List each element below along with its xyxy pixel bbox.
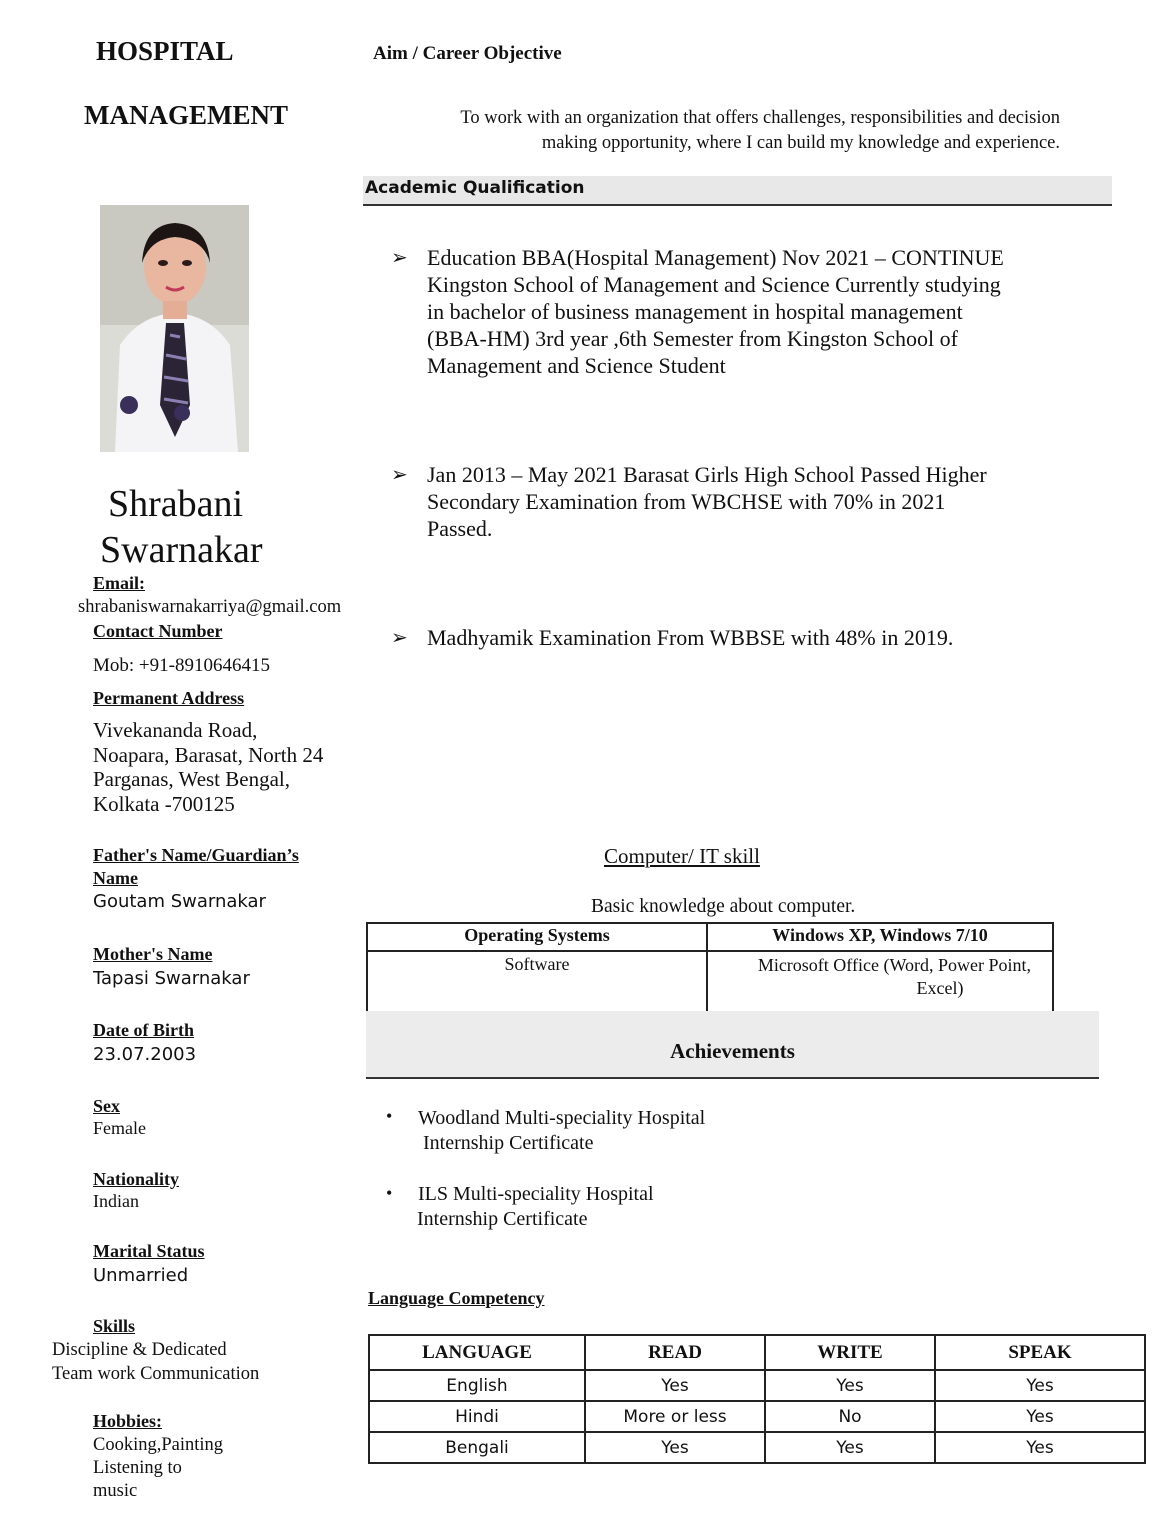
academic-item-line: in bachelor of business management in hospital management <box>427 299 963 324</box>
objective-line: To work with an organization that offers challenges, responsibilities and decision <box>460 108 1060 128</box>
skills-block <box>52 1338 259 1386</box>
email-label: Email: <box>93 573 145 593</box>
table-cell: Yes <box>935 1401 1145 1432</box>
dob-label: Date of Birth <box>93 1020 194 1040</box>
title-line-2: MANAGEMENT <box>84 100 288 130</box>
table-cell <box>707 951 1053 1016</box>
nationality-value: Indian <box>93 1191 139 1211</box>
it-skill-heading: Computer/ IT skill <box>604 844 760 868</box>
table-cell-line: Microsoft Office (Word, Power Point, <box>757 955 1031 975</box>
bullet-dot-icon: • <box>386 1183 393 1203</box>
language-table <box>368 1334 1146 1464</box>
sex-value: Female <box>93 1118 146 1138</box>
table-cell: No <box>765 1401 935 1432</box>
father-value: Goutam Swarnakar <box>93 891 266 912</box>
objective-heading: Aim / Career Objective <box>373 43 562 64</box>
academic-item-line: Madhyamik Examination From WBBSE with 48% in 2019. <box>427 625 954 650</box>
table-cell: Windows XP, Windows 7/10 <box>707 923 1053 951</box>
profile-photo-illustration <box>100 205 249 452</box>
arrow-bullet-icon: ➢ <box>391 464 408 486</box>
academic-item-line: Passed. <box>427 516 493 541</box>
academic-item-line: (BBA-HM) 3rd year ,6th Semester from Kingston School of <box>427 326 958 351</box>
achievement-item <box>418 1106 705 1156</box>
objective-text <box>380 106 1060 156</box>
table-cell: Operating Systems <box>367 923 707 951</box>
address-line: Vivekananda Road, <box>93 718 258 742</box>
hobby-item: Cooking,Painting <box>93 1435 224 1455</box>
column-header: LANGUAGE <box>369 1335 585 1370</box>
table-cell: Yes <box>765 1370 935 1401</box>
achievement-line: Internship Certificate <box>418 1132 594 1154</box>
table-cell: More or less <box>585 1401 765 1432</box>
mother-label: Mother's Name <box>93 944 213 964</box>
contact-value: Mob: +91-8910646415 <box>93 655 270 676</box>
marital-value: Unmarried <box>93 1265 189 1286</box>
contact-label: Contact Number <box>93 621 223 641</box>
hobbies-label: Hobbies: <box>93 1411 163 1431</box>
skill-item: Discipline & Dedicated <box>52 1340 227 1360</box>
skill-item: Team work Communication <box>52 1364 260 1384</box>
title-line-1: HOSPITAL <box>96 36 234 66</box>
table-row <box>367 923 1053 951</box>
academic-item <box>427 244 1004 379</box>
table-cell: Yes <box>585 1432 765 1463</box>
table-row <box>369 1432 1145 1463</box>
nationality-label: Nationality <box>93 1169 180 1189</box>
table-row <box>369 1370 1145 1401</box>
academic-item-line: Secondary Examination from WBCHSE with 70% in 2021 <box>427 489 946 514</box>
father-label-1: Father's Name/Guardian’s <box>93 845 299 865</box>
hobby-item: music <box>93 1481 138 1501</box>
table-cell: English <box>369 1370 585 1401</box>
address-line: Parganas, West Bengal, <box>93 767 290 791</box>
skills-label: Skills <box>93 1316 136 1336</box>
column-header: READ <box>585 1335 765 1370</box>
bullet-dot-icon: • <box>386 1106 393 1126</box>
sex-label: Sex <box>93 1096 120 1116</box>
table-cell: Yes <box>935 1370 1145 1401</box>
name-last: Swarnakar <box>100 529 263 571</box>
table-cell-line: Excel) <box>916 978 964 998</box>
address-label: Permanent Address <box>93 688 245 708</box>
language-heading: Language Competency <box>368 1288 545 1308</box>
table-header-row <box>369 1335 1145 1370</box>
achievement-item <box>417 1182 654 1232</box>
academic-item-line: Kingston School of Management and Science Currently studying <box>427 272 1001 297</box>
arrow-bullet-icon: ➢ <box>391 247 408 269</box>
achievement-line: ILS Multi-speciality Hospital <box>418 1183 654 1205</box>
name-first: Shrabani <box>108 483 244 525</box>
it-skill-table <box>366 922 1054 1017</box>
table-cell: Yes <box>935 1432 1145 1463</box>
academic-item-line: Management and Science Student <box>427 353 726 378</box>
column-header: SPEAK <box>935 1335 1145 1370</box>
academic-heading: Academic Qualification <box>365 178 585 198</box>
academic-heading-bar <box>363 176 1112 206</box>
hobby-item: Listening to <box>93 1458 182 1478</box>
table-cell: Software <box>367 951 707 1016</box>
academic-item-line: Education BBA(Hospital Management) Nov 2021 – CONTINUE <box>427 245 1004 270</box>
hobbies-block <box>93 1434 223 1503</box>
academic-item <box>427 461 987 542</box>
table-cell: Yes <box>585 1370 765 1401</box>
achievement-line: Internship Certificate <box>417 1208 588 1230</box>
table-cell: Yes <box>765 1432 935 1463</box>
email-value: shrabaniswarnakarriya@gmail.com <box>78 597 342 617</box>
arrow-bullet-icon: ➢ <box>391 627 408 649</box>
profile-photo <box>100 205 249 452</box>
marital-label: Marital Status <box>93 1241 205 1261</box>
achievements-heading-bar <box>366 1011 1099 1079</box>
address-line: Kolkata -700125 <box>93 791 235 816</box>
address-block <box>93 718 323 816</box>
mother-value: Tapasi Swarnakar <box>93 968 250 989</box>
academic-item <box>427 624 953 651</box>
table-cell: Bengali <box>369 1432 585 1463</box>
table-row <box>369 1401 1145 1432</box>
academic-item-line: Jan 2013 – May 2021 Barasat Girls High School Passed Higher <box>427 462 987 487</box>
it-skill-intro: Basic knowledge about computer. <box>591 896 856 917</box>
achievements-heading: Achievements <box>670 1039 795 1063</box>
dob-value: 23.07.2003 <box>93 1044 197 1065</box>
father-label-2: Name <box>93 868 138 888</box>
address-line: Noapara, Barasat, North 24 <box>93 742 324 767</box>
objective-line: making opportunity, where I can build my knowledge and experience. <box>541 133 1060 153</box>
table-cell: Hindi <box>369 1401 585 1432</box>
column-header: WRITE <box>765 1335 935 1370</box>
table-row <box>367 951 1053 1016</box>
achievement-line: Woodland Multi-speciality Hospital <box>418 1107 706 1129</box>
